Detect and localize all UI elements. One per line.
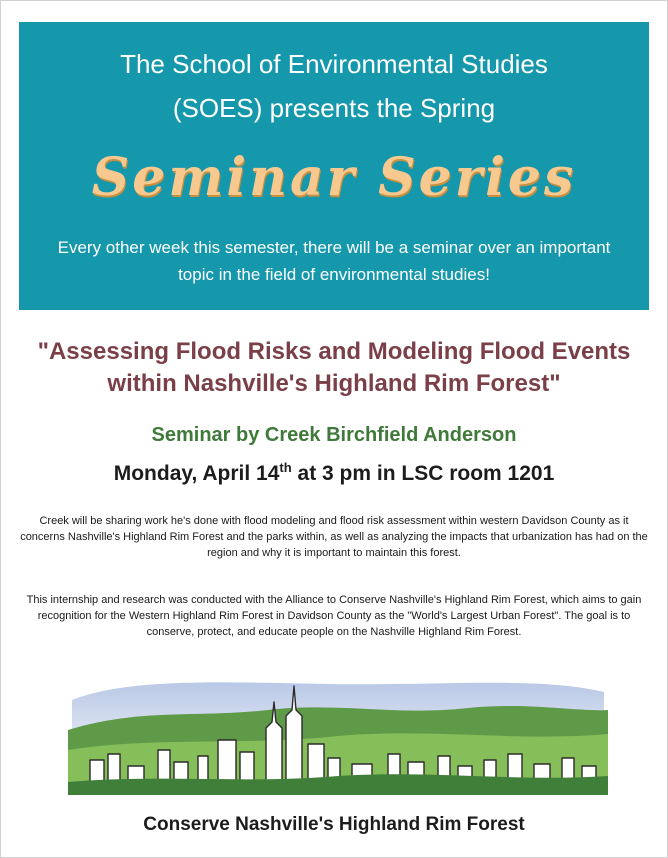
seminar-series-heading: Seminar Series (91, 147, 577, 208)
seminar-speaker: Seminar by Creek Birchfield Anderson (151, 424, 517, 446)
nashville-skyline-illustration (68, 670, 608, 815)
artwork-caption: Conserve Nashville's Highland Rim Forest (143, 814, 525, 835)
description-paragraph-1: Creek will be sharing work he's done with flood modeling and flood risk assessment within western Davidson County as it concerns Nashville's Highland Rim Forest and the parks within, as well as analyzing the impacts that urbanization has had on the region and why it is important to maintain this forest. (20, 515, 648, 559)
seminar-date-time (20, 452, 648, 490)
seminar-title: "Assessing Flood Risks and Modeling Flood Events within Nashville's Highland Rim Forest" (37, 338, 631, 397)
date-prefix: Monday, April 14 (113, 462, 280, 485)
description-paragraph-2: This internship and research was conducted with the Alliance to Conserve Nashville's Highland Rim Forest, which aims to gain recognition for the Western Highland Rim Forest in Davidson County as the "World's Largest Urban Forest". The goal is to conserve, protect, and educate people on the Nashville Highland Rim Forest. (26, 594, 642, 638)
time-location: at 3 pm in LSC room 1201 (291, 462, 555, 485)
date-ordinal: th (279, 460, 292, 475)
skyline-artwork (68, 670, 608, 815)
banner-line-2: (SOES) presents the Spring (172, 93, 496, 123)
header-banner (19, 22, 649, 310)
banner-line-1: The School of Environmental Studies (120, 49, 548, 79)
banner-description: Every other week this semester, there will be a seminar over an important topic in the field of environmental studies! (57, 238, 611, 284)
